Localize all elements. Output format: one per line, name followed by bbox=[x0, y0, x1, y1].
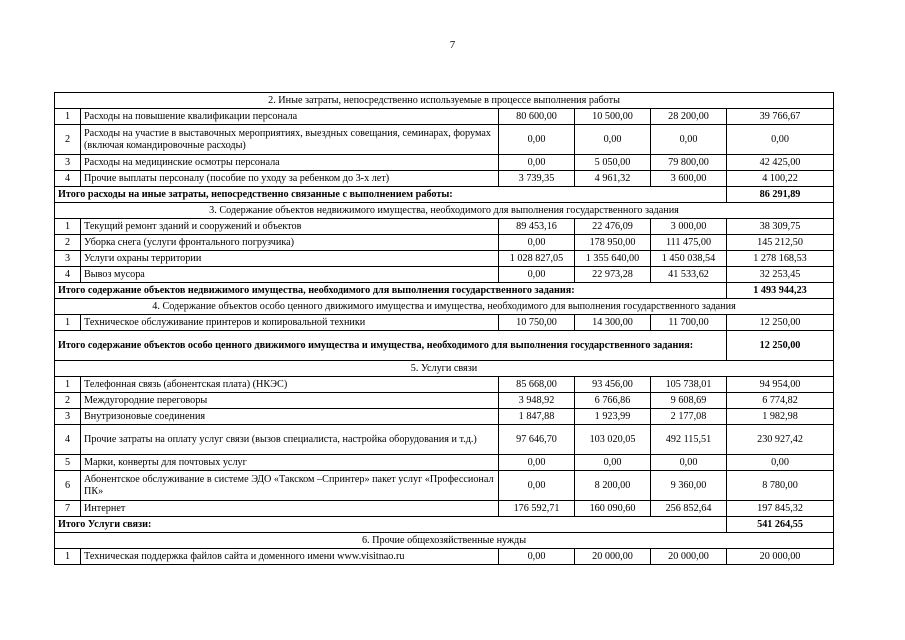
row-value: 105 738,01 bbox=[651, 377, 727, 393]
row-value: 85 668,00 bbox=[499, 377, 575, 393]
row-value: 0,00 bbox=[575, 455, 651, 471]
row-value: 94 954,00 bbox=[727, 377, 834, 393]
row-name: Расходы на участие в выставочных мероприятиях, выездных совещания, семинарах, форумах (включая командировочные расходы) bbox=[81, 125, 499, 155]
row-value: 20 000,00 bbox=[727, 549, 834, 565]
row-value: 1 028 827,05 bbox=[499, 251, 575, 267]
table-row bbox=[55, 377, 834, 393]
row-value: 0,00 bbox=[499, 549, 575, 565]
row-value: 0,00 bbox=[499, 235, 575, 251]
section-title: 4. Содержание объектов особо ценного движимого имущества и имущества, необходимого для выполнения государственного задания bbox=[55, 299, 834, 315]
total-value: 541 264,55 bbox=[727, 517, 834, 533]
row-value: 0,00 bbox=[727, 125, 834, 155]
row-value: 10 750,00 bbox=[499, 315, 575, 331]
row-value: 1 847,88 bbox=[499, 409, 575, 425]
row-name: Междугородние переговоры bbox=[81, 393, 499, 409]
total-row bbox=[55, 517, 834, 533]
row-name: Техническая поддержка файлов сайта и доменного имени www.visitnao.ru bbox=[81, 549, 499, 565]
section-header-row bbox=[55, 93, 834, 109]
section-title: 6. Прочие общехозяйственные нужды bbox=[55, 533, 834, 549]
row-value: 80 600,00 bbox=[499, 109, 575, 125]
table-row bbox=[55, 235, 834, 251]
row-value: 197 845,32 bbox=[727, 501, 834, 517]
row-value: 10 500,00 bbox=[575, 109, 651, 125]
row-value: 0,00 bbox=[499, 267, 575, 283]
row-value: 97 646,70 bbox=[499, 425, 575, 455]
row-value: 89 453,16 bbox=[499, 219, 575, 235]
row-number: 1 bbox=[55, 109, 81, 125]
row-value: 28 200,00 bbox=[651, 109, 727, 125]
row-name: Абонентское обслуживание в системе ЭДО «Такском –Спринтер» пакет услуг «Профессионал ПК» bbox=[81, 471, 499, 501]
row-value: 6 774,82 bbox=[727, 393, 834, 409]
row-value: 22 973,28 bbox=[575, 267, 651, 283]
row-value: 4 961,32 bbox=[575, 171, 651, 187]
row-value: 256 852,64 bbox=[651, 501, 727, 517]
row-value: 230 927,42 bbox=[727, 425, 834, 455]
section-header-row bbox=[55, 533, 834, 549]
row-value: 41 533,62 bbox=[651, 267, 727, 283]
row-value: 5 050,00 bbox=[575, 155, 651, 171]
section-header-row bbox=[55, 361, 834, 377]
row-name: Телефонная связь (абонентская плата) (НКЭС) bbox=[81, 377, 499, 393]
table-row bbox=[55, 125, 834, 155]
table-row bbox=[55, 425, 834, 455]
total-value: 1 493 944,23 bbox=[727, 283, 834, 299]
table-row bbox=[55, 409, 834, 425]
table-row bbox=[55, 109, 834, 125]
row-name: Марки, конверты для почтовых услуг bbox=[81, 455, 499, 471]
row-value: 492 115,51 bbox=[651, 425, 727, 455]
row-value: 42 425,00 bbox=[727, 155, 834, 171]
section-title: 2. Иные затраты, непосредственно используемые в процессе выполнения работы bbox=[55, 93, 834, 109]
row-value: 178 950,00 bbox=[575, 235, 651, 251]
row-number: 1 bbox=[55, 315, 81, 331]
row-value: 12 250,00 bbox=[727, 315, 834, 331]
row-name: Внутризоновые соединения bbox=[81, 409, 499, 425]
row-value: 0,00 bbox=[499, 455, 575, 471]
total-row bbox=[55, 331, 834, 361]
row-value: 1 278 168,53 bbox=[727, 251, 834, 267]
total-label: Итого Услуги связи: bbox=[55, 517, 727, 533]
row-value: 2 177,08 bbox=[651, 409, 727, 425]
section-title: 3. Содержание объектов недвижимого имущества, необходимого для выполнения государственного задания bbox=[55, 203, 834, 219]
row-name: Прочие затраты на оплату услуг связи (вызов специалиста, настройка оборудования и т.д.) bbox=[81, 425, 499, 455]
table-row bbox=[55, 549, 834, 565]
row-value: 39 766,67 bbox=[727, 109, 834, 125]
row-name: Услуги охраны территории bbox=[81, 251, 499, 267]
section-header-row bbox=[55, 203, 834, 219]
total-value: 12 250,00 bbox=[727, 331, 834, 361]
row-value: 6 766,86 bbox=[575, 393, 651, 409]
row-value: 1 450 038,54 bbox=[651, 251, 727, 267]
table-row bbox=[55, 471, 834, 501]
row-value: 8 200,00 bbox=[575, 471, 651, 501]
table-row bbox=[55, 267, 834, 283]
table-row bbox=[55, 315, 834, 331]
row-value: 0,00 bbox=[651, 125, 727, 155]
row-name: Вывоз мусора bbox=[81, 267, 499, 283]
row-value: 93 456,00 bbox=[575, 377, 651, 393]
row-value: 9 608,69 bbox=[651, 393, 727, 409]
table-row bbox=[55, 393, 834, 409]
table-row bbox=[55, 155, 834, 171]
row-value: 32 253,45 bbox=[727, 267, 834, 283]
row-number: 3 bbox=[55, 251, 81, 267]
row-name: Прочие выплаты персоналу (пособие по уходу за ребенком до 3-х лет) bbox=[81, 171, 499, 187]
row-value: 111 475,00 bbox=[651, 235, 727, 251]
row-name: Текущий ремонт зданий и сооружений и объектов bbox=[81, 219, 499, 235]
row-value: 20 000,00 bbox=[575, 549, 651, 565]
expense-table bbox=[54, 92, 834, 565]
row-number: 2 bbox=[55, 393, 81, 409]
table-row bbox=[55, 455, 834, 471]
row-number: 4 bbox=[55, 425, 81, 455]
total-label: Итого содержание объектов недвижимого имущества, необходимого для выполнения государственного задания: bbox=[55, 283, 727, 299]
row-number: 1 bbox=[55, 377, 81, 393]
row-value: 1 982,98 bbox=[727, 409, 834, 425]
row-number: 4 bbox=[55, 171, 81, 187]
row-value: 0,00 bbox=[499, 471, 575, 501]
row-value: 8 780,00 bbox=[727, 471, 834, 501]
table-row bbox=[55, 251, 834, 267]
row-value: 14 300,00 bbox=[575, 315, 651, 331]
row-number: 1 bbox=[55, 219, 81, 235]
row-number: 2 bbox=[55, 235, 81, 251]
row-number: 1 bbox=[55, 549, 81, 565]
total-label: Итого содержание объектов особо ценного движимого имущества и имущества, необходимого для выполнения государственного задания: bbox=[55, 331, 727, 361]
row-value: 0,00 bbox=[575, 125, 651, 155]
row-value: 1 923,99 bbox=[575, 409, 651, 425]
row-value: 103 020,05 bbox=[575, 425, 651, 455]
row-number: 2 bbox=[55, 125, 81, 155]
table-row bbox=[55, 501, 834, 517]
row-value: 4 100,22 bbox=[727, 171, 834, 187]
total-label: Итого расходы на иные затраты, непосредственно связанные с выполнением работы: bbox=[55, 187, 727, 203]
row-value: 145 212,50 bbox=[727, 235, 834, 251]
row-value: 3 948,92 bbox=[499, 393, 575, 409]
row-value: 22 476,09 bbox=[575, 219, 651, 235]
section-header-row bbox=[55, 299, 834, 315]
row-number: 6 bbox=[55, 471, 81, 501]
row-value: 0,00 bbox=[727, 455, 834, 471]
row-value: 38 309,75 bbox=[727, 219, 834, 235]
row-value: 160 090,60 bbox=[575, 501, 651, 517]
row-value: 0,00 bbox=[651, 455, 727, 471]
table-row bbox=[55, 171, 834, 187]
total-row bbox=[55, 283, 834, 299]
total-row bbox=[55, 187, 834, 203]
row-value: 0,00 bbox=[499, 125, 575, 155]
section-title: 5. Услуги связи bbox=[55, 361, 834, 377]
row-value: 79 800,00 bbox=[651, 155, 727, 171]
row-value: 3 739,35 bbox=[499, 171, 575, 187]
row-number: 5 bbox=[55, 455, 81, 471]
row-name: Техническое обслуживание принтеров и копировальной техники bbox=[81, 315, 499, 331]
row-name: Расходы на медицинские осмотры персонала bbox=[81, 155, 499, 171]
row-name: Уборка снега (услуги фронтального погрузчика) bbox=[81, 235, 499, 251]
row-number: 7 bbox=[55, 501, 81, 517]
row-name: Расходы на повышение квалификации персонала bbox=[81, 109, 499, 125]
row-number: 3 bbox=[55, 155, 81, 171]
row-name: Интернет bbox=[81, 501, 499, 517]
total-value: 86 291,89 bbox=[727, 187, 834, 203]
row-number: 3 bbox=[55, 409, 81, 425]
row-value: 1 355 640,00 bbox=[575, 251, 651, 267]
row-value: 3 000,00 bbox=[651, 219, 727, 235]
row-number: 4 bbox=[55, 267, 81, 283]
row-value: 0,00 bbox=[499, 155, 575, 171]
table-row bbox=[55, 219, 834, 235]
row-value: 20 000,00 bbox=[651, 549, 727, 565]
row-value: 176 592,71 bbox=[499, 501, 575, 517]
row-value: 9 360,00 bbox=[651, 471, 727, 501]
page-number: 7 bbox=[449, 39, 456, 51]
row-value: 11 700,00 bbox=[651, 315, 727, 331]
row-value: 3 600,00 bbox=[651, 171, 727, 187]
